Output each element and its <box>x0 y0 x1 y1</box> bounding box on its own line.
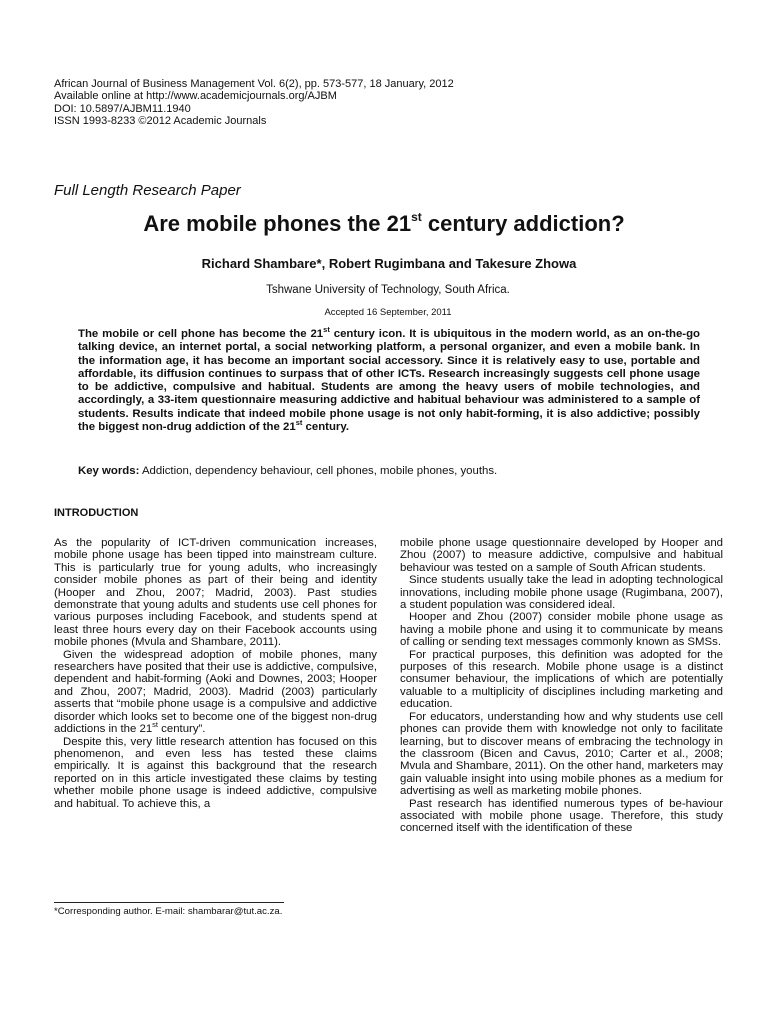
title-superscript: st <box>411 209 422 224</box>
left-paragraph-2-text-1: Given the widespread adoption of mobile phones, many researchers have posited that their use is addictive, compulsive, dependent and habit-forming (Aoki and Downes, 2003; Hooper and Zhou, 2007; Madrid, 2003). Madrid (2003) particularly asserts that “mobile phone usage is a compulsive and addictive disorder which looks set to become one of the biggest non-drug addictions in the 21 <box>54 648 377 736</box>
keywords-text: Addiction, dependency behaviour, cell phones, mobile phones, youths. <box>139 465 498 477</box>
right-paragraph-5: For educators, understanding how and why students use cell phones can provide them with knowledge not only to facilitate learning, but to discover means of embracing the technology in the classroom (Bicen and Cavus, 2010; Carter et al., 2008; Mvula and Shambare, 2011). On the other hand, marketers may gain valuable insight into using mobile phones as a medium for advertising as well as marketing mobile phones. <box>400 710 723 798</box>
left-paragraph-2-superscript: st <box>152 720 158 730</box>
left-paragraph-2-text-2: century”. <box>158 723 206 736</box>
journal-issn: ISSN 1993-8233 ©2012 Academic Journals <box>54 115 267 128</box>
accepted-date: Accepted 16 September, 2011 <box>324 307 452 318</box>
abstract-text-1: The mobile or cell phone has become the 21 <box>78 328 324 340</box>
journal-doi: DOI: 10.5897/AJBM11.1940 <box>54 102 191 115</box>
left-paragraph-1: As the popularity of ICT-driven communication increases, mobile phone usage has been tipped into mainstream culture. This is particularly true for young adults, who increasingly consider mobile phones as part of their being and identity (Hooper and Zhou, 2007; Madrid, 2003). Past studies demonstrate that young adults and students use cell phones for various purposes including Facebook, and students spend at least three hours every day on their Facebook accounts using mobile phones (Mvula and Shambare, 2011). <box>54 537 377 649</box>
abstract <box>78 325 700 434</box>
authors: Richard Shambare*, Robert Rugimbana and Takesure Zhowa <box>201 256 577 271</box>
title-text-start: Are mobile phones the 21 <box>143 211 412 236</box>
left-column <box>54 537 377 810</box>
title-text-end: century addiction? <box>421 211 625 236</box>
abstract-superscript-1: st <box>323 325 330 335</box>
journal-info <box>54 78 454 128</box>
abstract-superscript-2: st <box>295 418 303 428</box>
section-heading-introduction: INTRODUCTION <box>54 507 139 519</box>
left-paragraph-2 <box>54 649 377 736</box>
right-paragraph-2: Since students usually take the lead in adopting technological innovations, including mobile phone usage (Rugimbana, 2007), a student population was considered ideal. <box>400 574 723 612</box>
journal-availability[interactable]: Available online at http://www.academicjournals.org/AJBM <box>54 90 337 103</box>
abstract-text-2: century icon. It is ubiquitous in the modern world, as an on-the-go talking device, an internet portal, a social networking platform, a personal organizer, and even a mobile bank. In the information age, it has become an important social accessory. Since it is relatively easy to use, portable and affordable, its diffusion continues to surpass that of other ICTs. Research increasingly suggests cell phone usage to be addictive, compulsive and habitual. Students are among the heavy users of mobile technologies, and accordingly, a 33-item questionnaire measuring addictive and habitual behaviour was administered to a sample of students. Results indicate that indeed mobile phone usage is not only habit-forming, it is also addictive; possibly the biggest non-drug addiction of the 21 <box>78 328 700 434</box>
page-title <box>0 211 768 237</box>
abstract-text-3: century. <box>302 421 349 434</box>
keywords-label: Key words: <box>78 465 140 477</box>
right-paragraph-1: mobile phone usage questionnaire developed by Hooper and Zhou (2007) to measure addictive, compulsive and habitual behaviour was tested on a sample of South African students. <box>400 537 723 574</box>
right-paragraph-4: For practical purposes, this definition was adopted for the purposes of this research. Mobile phone usage is a distinct consumer behaviour, the implications of which are potentially valuable to a multiplicity of disciplines including marketing and education. <box>400 648 723 711</box>
journal-citation: African Journal of Business Management Vol. 6(2), pp. 573-577, 18 January, 2012 <box>54 78 454 90</box>
right-column <box>400 537 723 835</box>
footnote-divider <box>54 902 284 903</box>
affiliation: Tshwane University of Technology, South Africa. <box>266 284 510 296</box>
right-paragraph-6: Past research has identified numerous types of be-haviour associated with mobile phone usage. Therefore, this study concerned itself with the identification of these <box>400 797 723 835</box>
left-paragraph-3: Despite this, very little research attention has focused on this phenomenon, and even less has tested these claims empirically. It is against this background that the research reported on in this article investigated these claims by testing whether mobile phone usage is indeed addictive, compulsive and habitual. To achieve this, a <box>54 735 377 810</box>
paper-type: Full Length Research Paper <box>54 182 241 199</box>
right-paragraph-3: Hooper and Zhou (2007) consider mobile phone usage as having a mobile phone and using it to communicate by means of calling or sending text messages commonly known as SMSs. <box>400 611 723 649</box>
footnote-corresponding-author: *Corresponding author. E-mail: shambarar@tut.ac.za. <box>54 906 283 917</box>
keywords <box>78 465 708 477</box>
